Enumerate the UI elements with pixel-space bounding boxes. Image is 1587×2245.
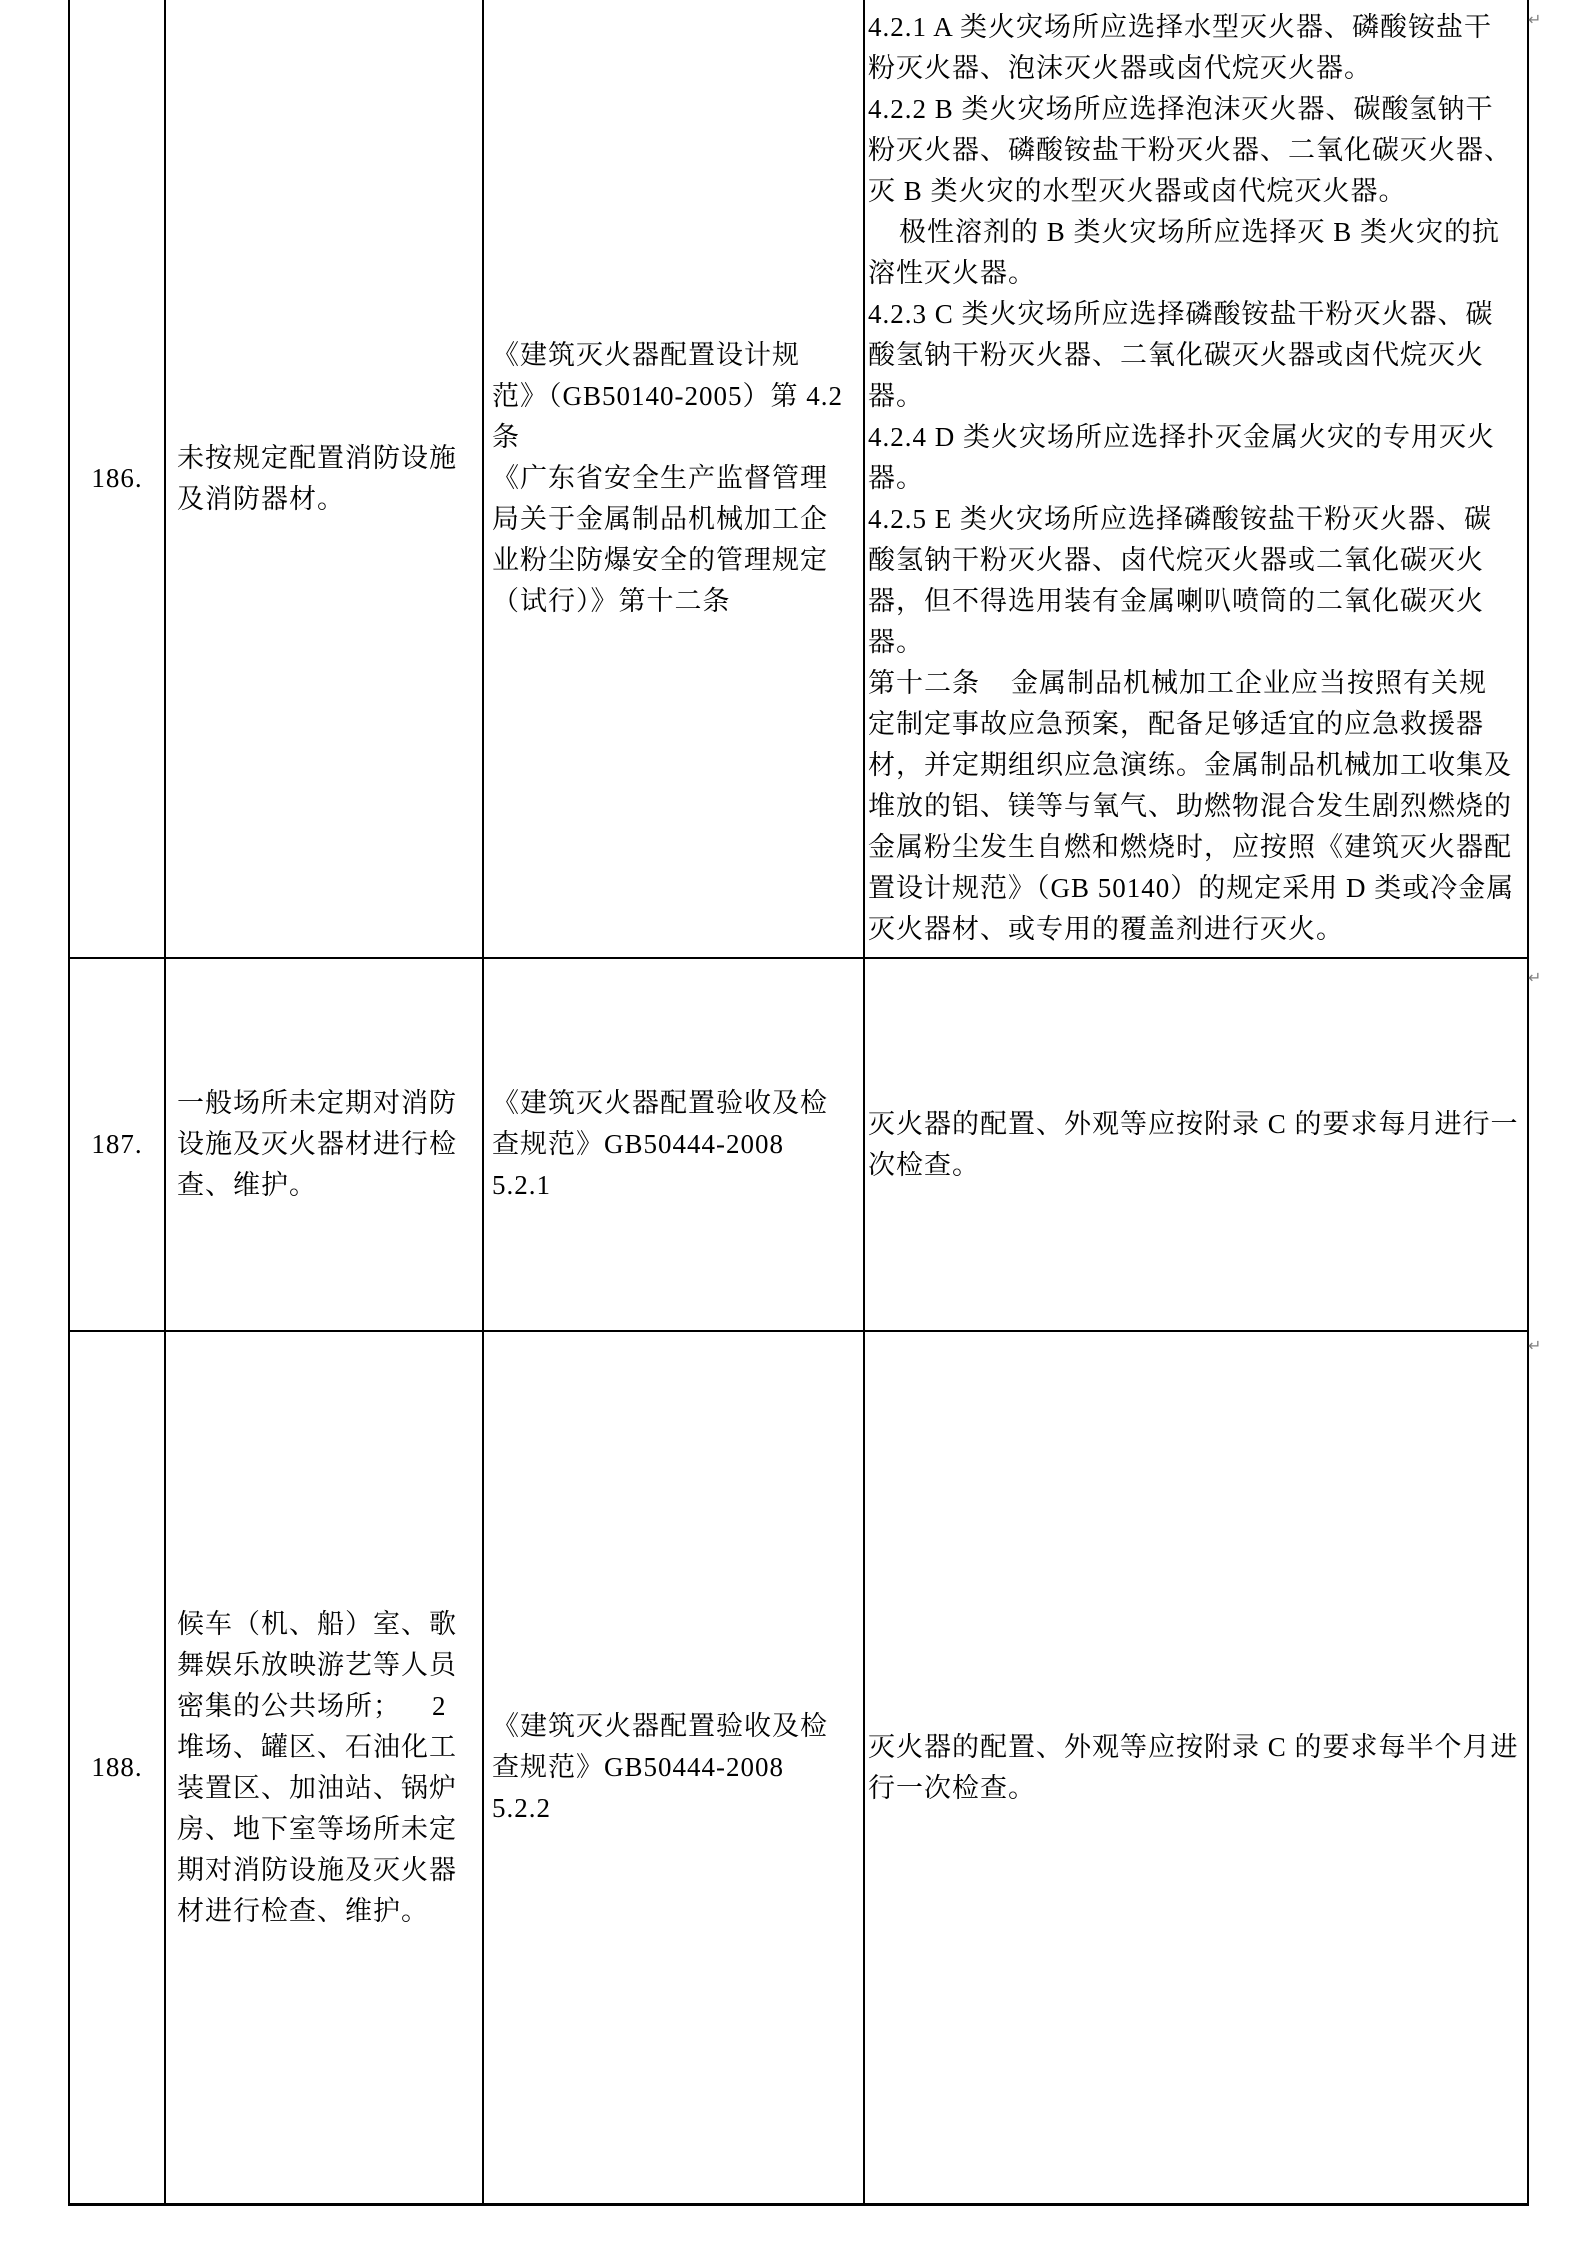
- text-line: 条: [492, 422, 520, 452]
- text-line: 舞娱乐放映游艺等人员: [177, 1649, 457, 1680]
- text-line: 《建筑灭火器配置验收及检: [492, 1088, 828, 1118]
- text-line: 酸氢钠干粉灭火器、卤代烷灭火器或二氧化碳灭火: [868, 545, 1484, 575]
- text-line: 堆场、罐区、石油化工: [177, 1731, 457, 1762]
- text-line: 5.2.2: [492, 1793, 551, 1823]
- text-line: 器，但不得选用装有金属喇叭喷筒的二氧化碳灭火: [868, 586, 1484, 616]
- requirement-cell: [865, 959, 1527, 1330]
- text-line: 4.2.2 B 类火灾场所应选择泡沫灭火器、碳酸氢钠干: [868, 94, 1494, 124]
- paragraph-return-mark-icon: ↵: [1528, 968, 1542, 987]
- text-line: 4.2.4 D 类火灾场所应选择扑灭金属火灾的专用灭火: [868, 422, 1495, 452]
- text-line: 《建筑灭火器配置设计规: [492, 340, 800, 370]
- text-line: 4.2.1 A 类火灾场所应选择水型灭火器、磷酸铵盐干: [868, 12, 1493, 42]
- row-number: 187.: [91, 1129, 143, 1159]
- text-line: 器。: [868, 627, 924, 657]
- text-line: 溶性灭火器。: [868, 258, 1036, 288]
- text-line: 器。: [868, 463, 924, 493]
- text-line: 粉灭火器、磷酸铵盐干粉灭火器、二氧化碳灭火器、: [868, 135, 1512, 165]
- text-line: 粉灭火器、泡沫灭火器或卤代烷灭火器。: [868, 53, 1372, 83]
- row-number-cell: [70, 959, 166, 1330]
- text-line: 房、地下室等场所未定: [177, 1813, 457, 1844]
- legal-basis-cell: [484, 959, 865, 1330]
- text-line: 器。: [868, 381, 924, 411]
- text-line: 查规范》GB50444-2008: [492, 1752, 784, 1782]
- text-line: 《建筑灭火器配置验收及检: [492, 1711, 828, 1741]
- text-line: 灭火器材、或专用的覆盖剂进行灭火。: [868, 914, 1344, 944]
- text-line: 范》（GB50140-2005）第 4.2: [492, 381, 843, 411]
- text-line: 4.2.5 E 类火灾场所应选择磷酸铵盐干粉灭火器、碳: [868, 504, 1492, 534]
- text-line: 金属粉尘发生自燃和燃烧时，应按照《建筑灭火器配: [868, 832, 1512, 862]
- text-line: 材，并定期组织应急演练。金属制品机械加工收集及: [868, 750, 1512, 780]
- paragraph-return-mark-icon: ↵: [1528, 1336, 1542, 1355]
- requirement-cell: [865, 0, 1527, 957]
- violation-cell: [166, 959, 484, 1330]
- row-number: 188.: [91, 1752, 143, 1782]
- text-line: （试行）》第十二条: [492, 586, 731, 616]
- legal-basis-cell: [484, 1332, 865, 2203]
- legal-basis-cell: [484, 0, 865, 957]
- text-line: 置设计规范》（GB 50140）的规定采用 D 类或冷金属: [868, 873, 1515, 903]
- text-line: 《广东省安全生产监督管理: [492, 463, 828, 493]
- table-row-188: [70, 1330, 1527, 2203]
- text-line: 定制定事故应急预案，配备足够适宜的应急救援器: [868, 709, 1484, 739]
- text-line: 5.2.1: [492, 1170, 551, 1200]
- regulation-table: [68, 0, 1529, 2206]
- text-line: 酸氢钠干粉灭火器、二氧化碳灭火器或卤代烷灭火: [868, 340, 1484, 370]
- text-line: 设施及灭火器材进行检: [177, 1129, 457, 1159]
- text-line: 装置区、加油站、锅炉: [177, 1772, 457, 1803]
- text-line: 堆放的铝、镁等与氧气、助燃物混合发生剧烈燃烧的: [868, 791, 1512, 821]
- row-number-cell: [70, 0, 166, 957]
- text-line: 期对消防设施及灭火器: [177, 1854, 457, 1885]
- text-line: 第十二条 金属制品机械加工企业应当按照有关规: [868, 668, 1487, 698]
- text-line: 密集的公共场所； 2: [177, 1690, 447, 1721]
- row-number: 186.: [91, 463, 143, 493]
- violation-cell: [166, 0, 484, 957]
- text-line: 次检查。: [868, 1149, 980, 1180]
- text-line: 行一次检查。: [868, 1772, 1036, 1803]
- text-line: 局关于金属制品机械加工企: [492, 504, 828, 534]
- requirement-cell: [865, 1332, 1527, 2203]
- text-line: 未按规定配置消防设施: [177, 442, 457, 473]
- text-line: 候车（机、船）室、歌: [177, 1608, 457, 1639]
- text-line: 4.2.3 C 类火灾场所应选择磷酸铵盐干粉灭火器、碳: [868, 299, 1494, 329]
- violation-cell: [166, 1332, 484, 2203]
- text-line: 灭火器的配置、外观等应按附录 C 的要求每半个月进: [868, 1731, 1519, 1762]
- text-line: 灭 B 类火灾的水型灭火器或卤代烷灭火器。: [868, 176, 1407, 206]
- paragraph-return-mark-icon: ↵: [1528, 10, 1542, 29]
- table-row-186: [70, 0, 1527, 957]
- text-line: 材进行检查、维护。: [177, 1895, 429, 1926]
- text-line: 查规范》GB50444-2008: [492, 1129, 784, 1159]
- text-line: 查、维护。: [177, 1170, 317, 1200]
- text-line: 及消防器材。: [177, 483, 345, 514]
- text-line: 灭火器的配置、外观等应按附录 C 的要求每月进行一: [868, 1108, 1519, 1139]
- text-line: 业粉尘防爆安全的管理规定: [492, 545, 828, 575]
- text-line: 极性溶剂的 B 类火灾场所应选择灭 B 类火灾的抗: [868, 217, 1501, 247]
- text-line: 一般场所未定期对消防: [177, 1088, 457, 1118]
- row-number-cell: [70, 1332, 166, 2203]
- table-row-187: [70, 957, 1527, 1330]
